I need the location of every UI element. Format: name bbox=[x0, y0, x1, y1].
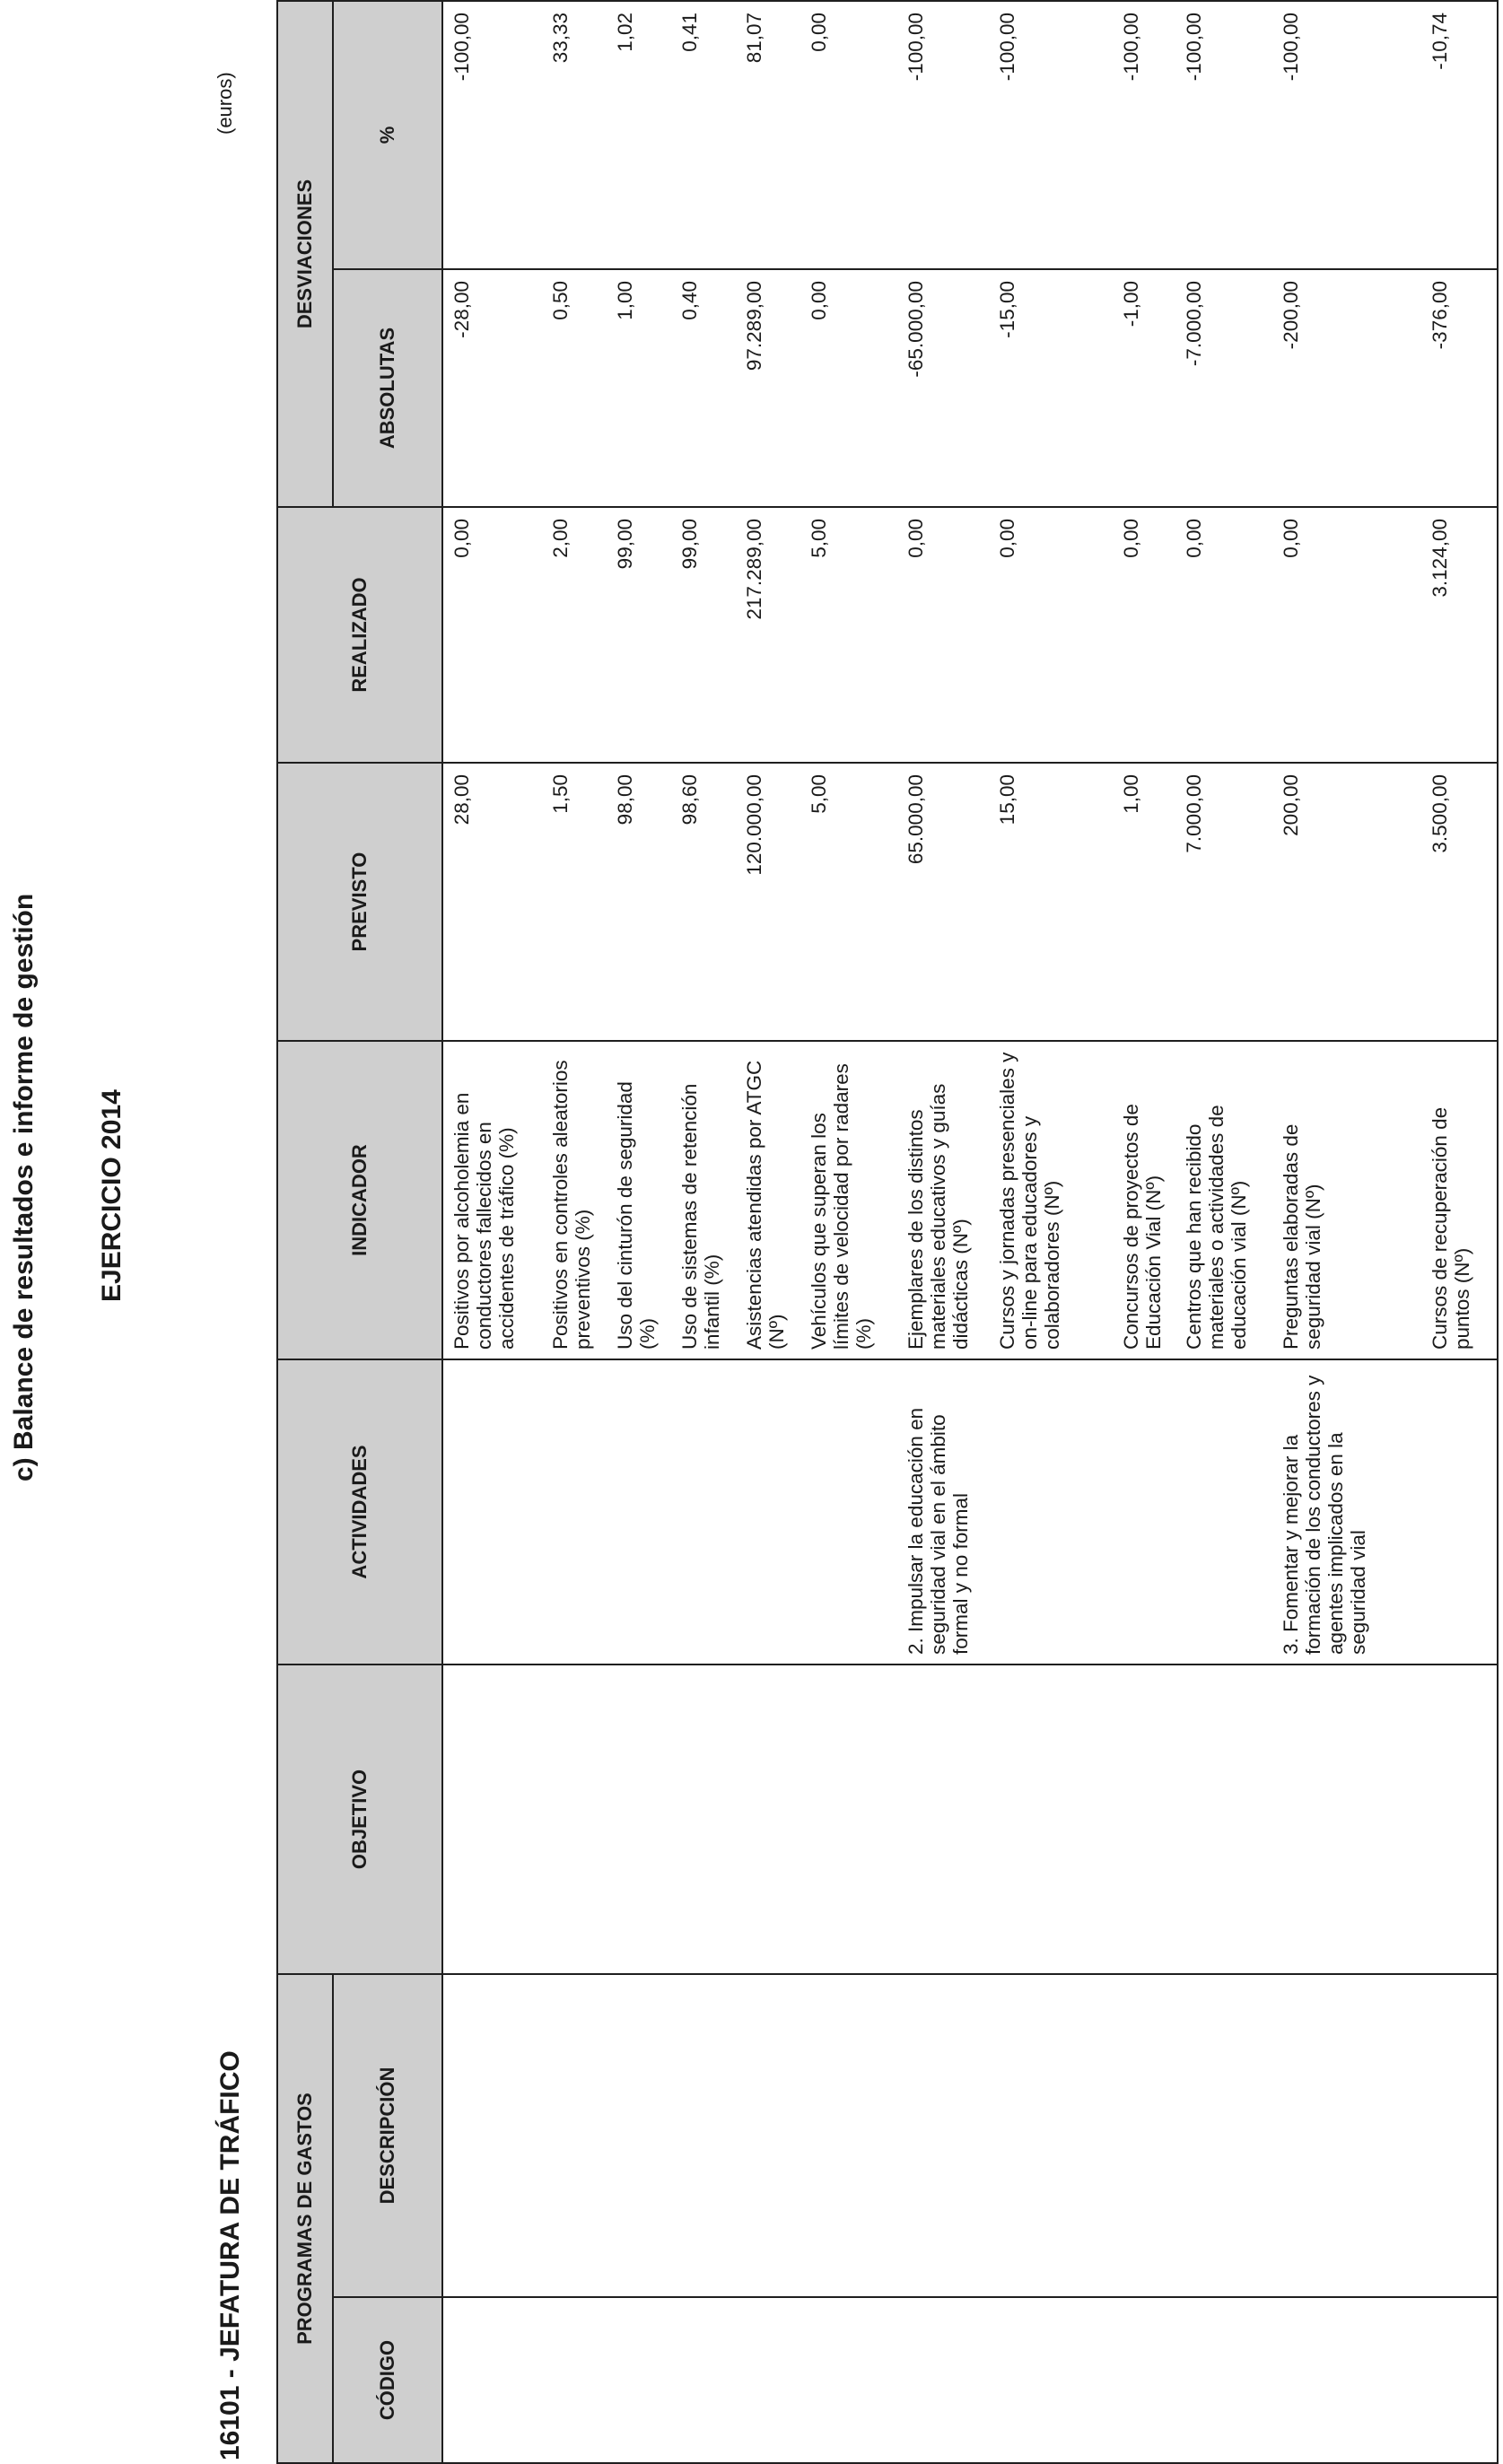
indicator-text: Vehículos que superan los límites de velocidad por radares (%) bbox=[808, 1063, 875, 1350]
page-title: c) Balance de resultados e informe de gestión bbox=[9, 893, 39, 1481]
realizado-value: 3.124,00 bbox=[1429, 519, 1451, 598]
previsto-value: 5,00 bbox=[808, 774, 830, 814]
indicator-text: Preguntas elaboradas de seguridad vial (Nº) bbox=[1280, 1123, 1324, 1350]
indicator-text: Positivos en controles aleatorios preventivos (%) bbox=[549, 1060, 594, 1350]
indicator-text: Asistencias atendidas por ATGC (Nº) bbox=[743, 1060, 788, 1350]
results-table bbox=[276, 0, 1499, 2464]
previsto-value: 1,50 bbox=[549, 774, 572, 814]
porcentaje-value: -100,00 bbox=[996, 12, 1018, 82]
header-absolutas: ABSOLUTAS bbox=[333, 269, 442, 507]
realizado-value: 217.289,00 bbox=[743, 519, 765, 620]
units-label: (euros) bbox=[214, 72, 236, 135]
realizado-value: 0,00 bbox=[996, 519, 1018, 558]
indicator-text: Uso de sistemas de retención infantil (%) bbox=[678, 1083, 723, 1350]
previsto-value: 15,00 bbox=[996, 774, 1018, 826]
porcentaje-value: 0,41 bbox=[678, 12, 701, 52]
porcentaje-value: -100,00 bbox=[1120, 12, 1142, 82]
realizado-value: 0,00 bbox=[1183, 519, 1205, 558]
descripcion-cell bbox=[442, 1974, 1498, 2297]
absolutas-value: 0,00 bbox=[808, 281, 830, 320]
absolutas-value: 0,50 bbox=[549, 281, 572, 320]
absolutas-value: 0,40 bbox=[678, 281, 701, 320]
porcentaje-value: -10,74 bbox=[1429, 12, 1451, 70]
previsto-value: 98,00 bbox=[614, 774, 636, 826]
exercise-title: EJERCICIO 2014 bbox=[97, 1089, 127, 1302]
realizado-value: 0,00 bbox=[1120, 519, 1142, 558]
porcentaje-column bbox=[442, 1, 1498, 269]
porcentaje-value: 33,33 bbox=[549, 12, 572, 64]
indicator-text: Centros que han recibido materiales o actividades de educación vial (Nº) bbox=[1183, 1105, 1250, 1350]
activity-item: 3. Fomentar y mejorar la formación de los conductores y agentes implicados en la seguridad vial bbox=[1280, 1375, 1369, 1655]
previsto-value: 200,00 bbox=[1280, 774, 1302, 836]
section-title: 16101 - JEFATURA DE TRÁFICO bbox=[215, 2050, 245, 2460]
header-actividades: ACTIVIDADES bbox=[277, 1359, 442, 1665]
absolutas-value: -376,00 bbox=[1429, 281, 1451, 350]
absolutas-value: -1,00 bbox=[1120, 281, 1142, 328]
header-indicador: INDICADOR bbox=[277, 1041, 442, 1359]
porcentaje-value: -100,00 bbox=[1183, 12, 1205, 82]
indicator-text: Cursos y jornadas presenciales y on-line para educadores y colaboradores (Nº) bbox=[996, 1052, 1063, 1350]
header-programas-gastos: PROGRAMAS DE GASTOS bbox=[277, 1974, 333, 2463]
activity-item: 2. Impulsar la educación en seguridad vial en el ámbito formal y no formal bbox=[904, 1407, 972, 1655]
absolutas-value: -65.000,00 bbox=[904, 281, 927, 378]
header-codigo: CÓDIGO bbox=[333, 2297, 442, 2463]
objetivo-cell bbox=[442, 1665, 1498, 1974]
indicator-text: Concursos de proyectos de Educación Vial (Nº) bbox=[1120, 1104, 1165, 1350]
absolutas-value: -15,00 bbox=[996, 281, 1018, 338]
previsto-value: 7.000,00 bbox=[1183, 774, 1205, 853]
previsto-value: 120.000,00 bbox=[743, 774, 765, 876]
porcentaje-value: -100,00 bbox=[1280, 12, 1302, 82]
porcentaje-value: 1,02 bbox=[614, 12, 636, 52]
realizado-value: 99,00 bbox=[614, 519, 636, 570]
porcentaje-value: -100,00 bbox=[450, 12, 473, 82]
header-realizado: REALIZADO bbox=[277, 507, 442, 763]
absolutas-value: 1,00 bbox=[614, 281, 636, 320]
header-desviaciones: DESVIACIONES bbox=[277, 1, 333, 507]
previsto-column bbox=[442, 763, 1498, 1041]
actividades-cell bbox=[442, 1359, 1498, 1665]
previsto-value: 65.000,00 bbox=[904, 774, 927, 865]
previsto-value: 28,00 bbox=[450, 774, 473, 826]
absolutas-column bbox=[442, 269, 1498, 507]
header-descripcion: DESCRIPCIÓN bbox=[333, 1974, 442, 2297]
header-objetivo: OBJETIVO bbox=[277, 1665, 442, 1974]
absolutas-value: -28,00 bbox=[450, 281, 473, 338]
indicator-text: Cursos de recuperación de puntos (Nº) bbox=[1429, 1106, 1473, 1350]
realizado-value: 0,00 bbox=[904, 519, 927, 558]
previsto-value: 1,00 bbox=[1120, 774, 1142, 814]
codigo-cell bbox=[442, 2297, 1498, 2463]
porcentaje-value: -100,00 bbox=[904, 12, 927, 82]
realizado-value: 0,00 bbox=[450, 519, 473, 558]
previsto-value: 3.500,00 bbox=[1429, 774, 1451, 853]
indicador-column bbox=[442, 1041, 1498, 1359]
realizado-value: 99,00 bbox=[678, 519, 701, 570]
header-previsto: PREVISTO bbox=[277, 763, 442, 1041]
porcentaje-value: 0,00 bbox=[808, 12, 830, 52]
previsto-value: 98,60 bbox=[678, 774, 701, 826]
realizado-value: 2,00 bbox=[549, 519, 572, 558]
indicator-text: Positivos por alcoholemia en conductores fallecidos en accidentes de tráfico (%) bbox=[450, 1092, 518, 1350]
indicator-text: Uso del cinturón de seguridad (%) bbox=[614, 1081, 659, 1350]
absolutas-value: 97.289,00 bbox=[743, 281, 765, 371]
header-porcentaje: % bbox=[333, 1, 442, 269]
indicator-text: Ejemplares de los distintos materiales educativos y guías didácticas (Nº) bbox=[904, 1083, 972, 1350]
realizado-value: 0,00 bbox=[1280, 519, 1302, 558]
porcentaje-value: 81,07 bbox=[743, 12, 765, 64]
realizado-value: 5,00 bbox=[808, 519, 830, 558]
absolutas-value: -7.000,00 bbox=[1183, 281, 1205, 367]
absolutas-value: -200,00 bbox=[1280, 281, 1302, 350]
realizado-column bbox=[442, 507, 1498, 763]
